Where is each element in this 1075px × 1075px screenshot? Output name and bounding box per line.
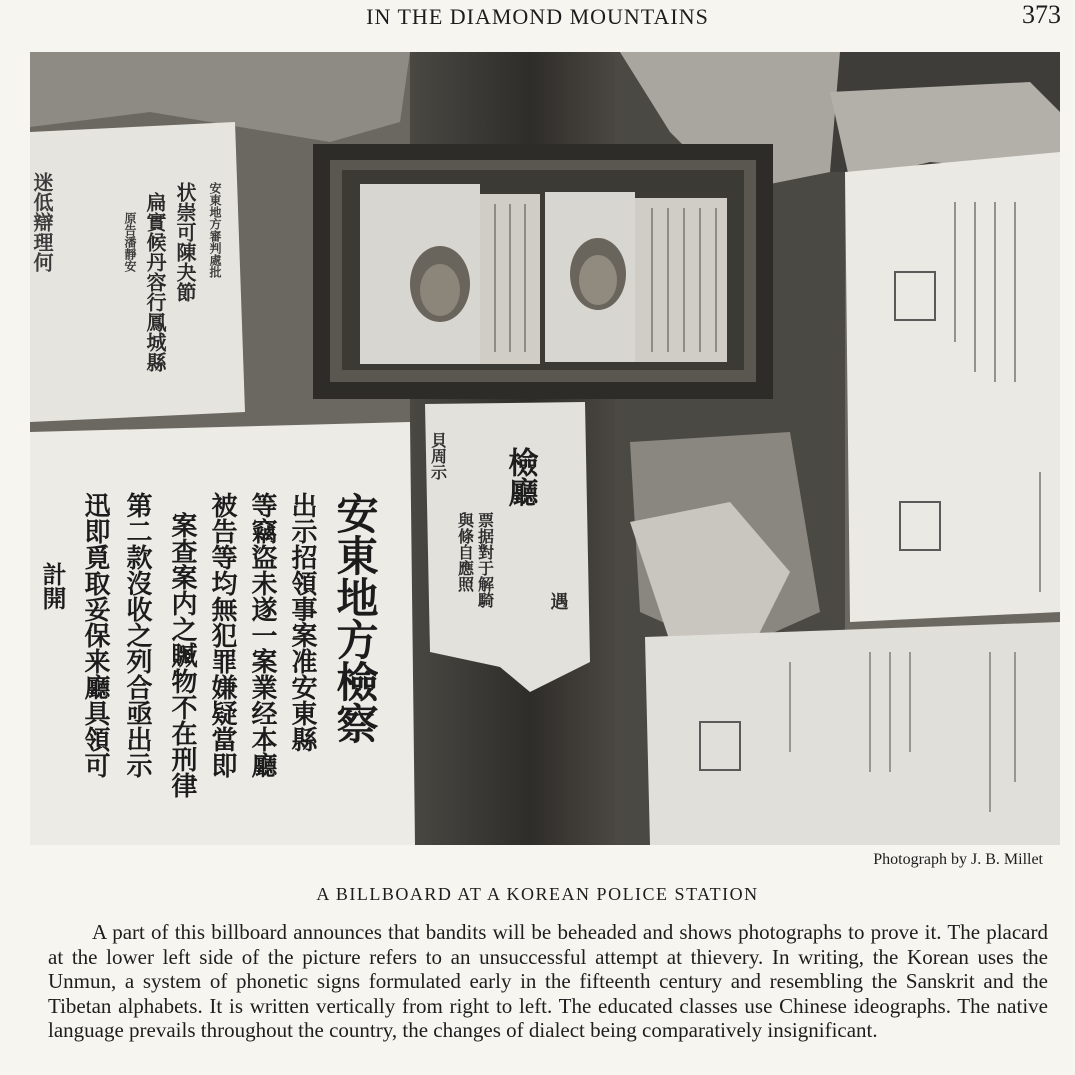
svg-text:案查案内之贓物不在刑律: 案查案内之贓物不在刑律	[167, 512, 197, 798]
svg-text:票据對于解騎: 票据對于解騎	[475, 512, 495, 608]
caption-title: A BILLBOARD AT A KOREAN POLICE STATION	[316, 884, 759, 904]
svg-text:迷低辯理何: 迷低辯理何	[30, 172, 54, 272]
svg-text:被告等均無犯罪嫌疑當即: 被告等均無犯罪嫌疑當即	[207, 492, 237, 778]
svg-text:第二款沒收之列合亟出示: 第二款沒收之列合亟出示	[122, 492, 152, 778]
photo-credit: Photograph by J. B. Millet	[873, 851, 1043, 868]
placard-lower-left	[30, 422, 415, 845]
notice-middle	[425, 402, 590, 692]
svg-text:出示招領事案准安東縣: 出示招領事案准安東縣	[287, 492, 317, 752]
svg-text:計開: 計開	[38, 562, 66, 610]
framed-photographs	[313, 144, 773, 399]
billboard-photograph	[30, 52, 1060, 845]
page-header	[0, 0, 1075, 40]
caption-paragraph: A part of this billboard announces that bandits will be beheaded and shows photographs to prove it. The placard at the lower left side of the picture refers to an unsuccessful attempt at thievery. In writing, the Korean uses the Unmun, a system of phonetic signs formulated early in the fifteenth century and resembling the Sanskrit and the Tibetan alphabets. It is written vertically from right to left. The educated classes use Chinese ideographs. The native language prevails throughout the country, the changes of dialect being comparatively insignificant.	[48, 920, 1048, 1042]
svg-text:扁實候丹容行鳳城縣: 扁實候丹容行鳳城縣	[143, 192, 167, 372]
running-title: IN THE DIAMOND MOUNTAINS	[366, 4, 709, 29]
svg-text:安東地方檢察: 安東地方檢察	[330, 492, 380, 744]
svg-text:遇: 遇	[547, 592, 569, 610]
svg-text:貝周示: 貝周示	[428, 432, 448, 480]
page-number: 373	[1022, 0, 1061, 29]
svg-text:状崇可陳夬節: 状崇可陳夬節	[173, 182, 197, 302]
notice-top-left	[30, 122, 245, 422]
svg-text:原告潘靜安: 原告潘靜安	[123, 212, 137, 272]
notice-right-upper	[845, 152, 1060, 622]
svg-text:迅即覓取妥保来廳具領可: 迅即覓取妥保来廳具領可	[80, 492, 110, 778]
notice-right-lower	[645, 622, 1060, 845]
svg-text:與條自應照: 與條自應照	[455, 512, 475, 592]
svg-text:檢廳: 檢廳	[502, 447, 538, 507]
svg-text:等竊盜未遂一案業经本廳: 等竊盜未遂一案業经本廳	[247, 492, 277, 778]
svg-text:安東地方審判處批: 安東地方審判處批	[208, 182, 222, 278]
